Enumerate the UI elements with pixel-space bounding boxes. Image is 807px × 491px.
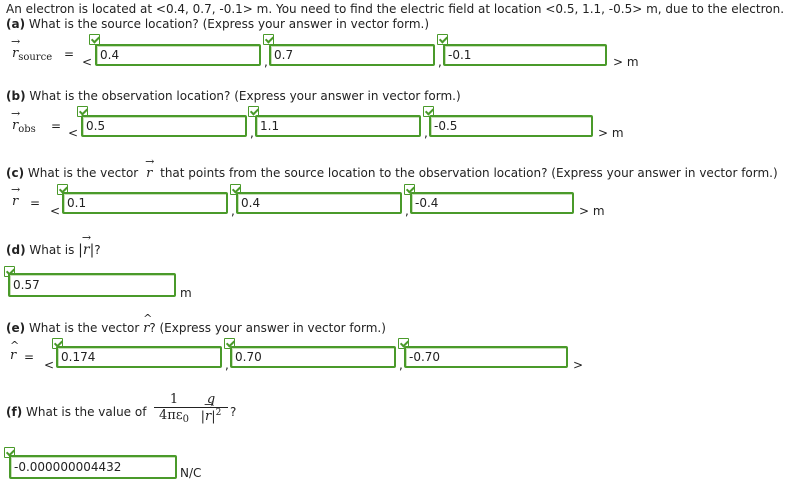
answer-c-y-field[interactable] xyxy=(238,194,400,212)
question-f-text-pre: What is the value of xyxy=(26,405,147,419)
fraction-denominator: $4\pi\varepsilon_0$ xyxy=(159,408,189,425)
magnitude-r-symbol: |→ r| xyxy=(78,242,94,258)
comma: , xyxy=(264,55,268,69)
question-e-text-pre: What is the vector xyxy=(28,321,140,335)
open-angle: < xyxy=(50,204,61,218)
equals-sign: = xyxy=(51,119,62,133)
fraction-numerator: 1 xyxy=(169,392,179,407)
unit-a: > m xyxy=(613,55,639,69)
answer-d-input[interactable] xyxy=(8,273,176,297)
unit-c: > m xyxy=(579,204,605,218)
answer-b-y-field[interactable] xyxy=(257,117,419,135)
comma: , xyxy=(250,126,254,140)
answer-e-z-field[interactable] xyxy=(406,348,566,366)
question-d-text-pre: What is xyxy=(29,243,75,257)
answer-e-x-field[interactable] xyxy=(58,348,220,366)
answer-b-z-field[interactable] xyxy=(431,117,591,135)
answer-e-z-input[interactable] xyxy=(404,346,568,368)
answer-c-x-field[interactable] xyxy=(64,194,226,212)
answer-a-x-input[interactable] xyxy=(95,44,261,66)
answer-b-x-field[interactable] xyxy=(83,117,245,135)
answer-a-y-input[interactable] xyxy=(269,44,435,66)
question-c-text-pre: What is the vector xyxy=(27,166,139,180)
r-vector-symbol: → r xyxy=(12,194,18,209)
comma: , xyxy=(225,358,229,372)
answer-a-x-field[interactable] xyxy=(97,46,259,64)
question-c-label: (c) xyxy=(6,166,25,180)
answer-c-z-field[interactable] xyxy=(412,194,572,212)
r-vector-symbol: → r xyxy=(146,166,152,181)
question-f-text-post: ? xyxy=(230,405,237,419)
unit-f: N/C xyxy=(180,466,202,480)
answer-e-y-input[interactable] xyxy=(230,346,396,368)
answer-c-x-input[interactable] xyxy=(62,192,228,214)
r-obs-symbol: → $r_{obs}$ xyxy=(12,118,36,133)
question-c xyxy=(6,166,778,181)
question-d xyxy=(6,242,101,258)
answer-f-input[interactable] xyxy=(9,455,177,479)
close-angle: > xyxy=(573,358,584,372)
equals-sign: = xyxy=(64,47,75,61)
fraction-numerator: q xyxy=(206,392,216,407)
question-d-text-post: ? xyxy=(94,243,101,257)
equals-sign: = xyxy=(24,350,35,364)
answer-f-field[interactable] xyxy=(11,457,175,477)
question-e-text-post: ? (Express your answer in vector form.) xyxy=(149,321,386,335)
question-b-text: What is the observation location? (Express your answer in vector form.) xyxy=(29,89,461,103)
open-angle: < xyxy=(82,55,93,69)
answer-e-x-input[interactable] xyxy=(56,346,222,368)
question-f-label: (f) xyxy=(6,405,23,419)
question-b xyxy=(6,89,461,103)
question-e xyxy=(6,321,386,336)
answer-b-y-input[interactable] xyxy=(255,115,421,137)
fraction-coulomb-constant xyxy=(154,392,194,423)
answer-a-y-field[interactable] xyxy=(271,46,433,64)
question-b-label: (b) xyxy=(6,89,26,103)
equals-sign: = xyxy=(30,196,41,210)
r-hat-symbol: ^ r xyxy=(10,348,16,363)
answer-c-y-input[interactable] xyxy=(236,192,402,214)
question-e-label: (e) xyxy=(6,321,26,335)
question-f xyxy=(6,405,146,419)
fraction-charge-over-r2 xyxy=(194,392,228,424)
question-a-label: (a) xyxy=(6,17,26,31)
answer-c-z-input[interactable] xyxy=(410,192,574,214)
comma: , xyxy=(424,126,428,140)
fraction-denominator: |→ $r|^2$ xyxy=(194,408,228,424)
answer-b-z-input[interactable] xyxy=(429,115,593,137)
problem-statement: An electron is located at <0.4, 0.7, -0.1> m. You need to find the electric field at location <0.5, 1.1, -0.5> m, due to the electron. xyxy=(6,2,785,16)
unit-d: m xyxy=(180,286,192,300)
answer-d-field[interactable] xyxy=(10,275,174,295)
comma: , xyxy=(399,358,403,372)
unit-b: > m xyxy=(598,126,624,140)
answer-e-y-field[interactable] xyxy=(232,348,394,366)
comma: , xyxy=(405,204,409,218)
question-d-label: (d) xyxy=(6,243,26,257)
open-angle: < xyxy=(68,126,79,140)
question-a-text: What is the source location? (Express your answer in vector form.) xyxy=(28,17,430,31)
answer-a-z-field[interactable] xyxy=(445,46,605,64)
comma: , xyxy=(438,55,442,69)
r-source-symbol: → $r_{source}$ xyxy=(12,46,52,61)
comma: , xyxy=(231,204,235,218)
open-angle: < xyxy=(44,358,55,372)
question-c-text-post: that points from the source location to the observation location? (Express your answer in vector form.) xyxy=(160,166,778,180)
answer-b-x-input[interactable] xyxy=(81,115,247,137)
answer-a-z-input[interactable] xyxy=(443,44,607,66)
r-hat-symbol: ^ r xyxy=(143,321,149,336)
question-a xyxy=(6,17,429,31)
